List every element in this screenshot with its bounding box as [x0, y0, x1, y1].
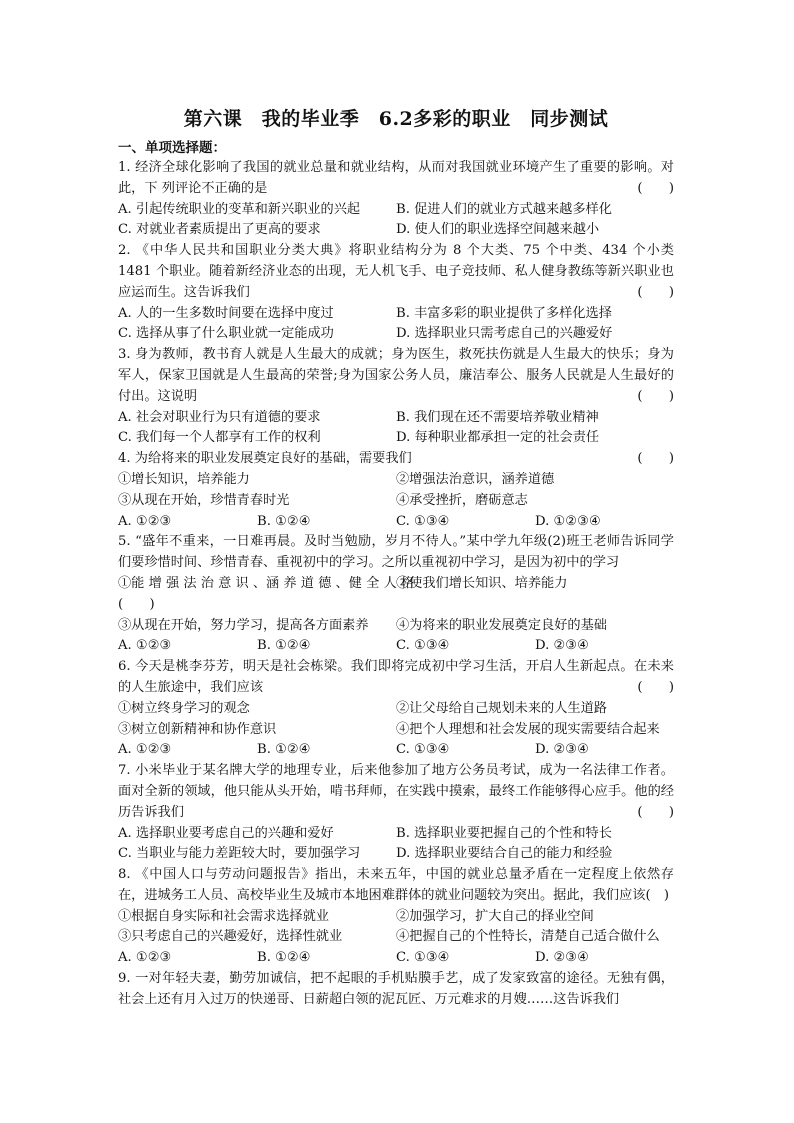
- question-stem: 6. 今天是桃李芬芳，明天是社会栋梁。我们即将完成初中学习生活，开启人生新起点。在未来的人生旅途中，我们应该 ( ): [118, 657, 674, 699]
- option-d: D. 每种职业都承担一定的社会责任: [396, 430, 600, 446]
- answer-bracket: ( ): [637, 388, 674, 404]
- option-b: B. 丰富多彩的职业提供了多样化选择: [396, 305, 612, 321]
- statement-1: ①能 增 强 法 治 意 识 、涵 养 道 德 、健 全 人 格: [118, 575, 415, 591]
- statement-3: ③从现在开始，努力学习，提高各方面素养: [118, 617, 369, 633]
- option-c: C. ①③④: [396, 950, 450, 966]
- option-d: D. 选择职业只需考虑自己的兴趣爱好: [396, 326, 613, 342]
- option-c: C. 当职业与能力差距较大时，要加强学习: [118, 846, 361, 862]
- statement-2: ②使我们增长知识、培养能力: [396, 575, 568, 591]
- answer-bracket: ( ): [637, 180, 674, 196]
- option-a: A. 引起传统职业的变革和新兴职业的兴起: [118, 201, 361, 217]
- option-a: A. 选择职业要考虑自己的兴趣和爱好: [118, 825, 334, 841]
- option-a: A. ①②③: [118, 742, 172, 758]
- question-stem: 2. 《中华人民共和国职业分类大典》将职业结构分为 8 个大类、75 个中类、434 个小类 1481 个职业。随着新经济业态的出现，无人机飞手、电子竞技师、私人健身教练等新兴职业也应运而生。这告诉我们 ( ): [118, 241, 674, 303]
- option-b: B. ①②④: [257, 950, 311, 966]
- statement-3: ③从现在开始，珍惜青春时光: [118, 492, 290, 508]
- option-d: D. ②③④: [535, 950, 589, 966]
- options-row: [118, 948, 674, 969]
- question-5: [118, 532, 674, 657]
- answer-bracket: ( ): [645, 887, 669, 903]
- question-8: [118, 865, 674, 969]
- question-2: [118, 241, 674, 345]
- statement-4: ④承受挫折，磨砺意志: [396, 492, 528, 508]
- option-b: B. ①②④: [257, 638, 311, 654]
- option-c: C. ①③④: [396, 513, 450, 529]
- question-6: [118, 657, 674, 761]
- option-a: A. 人的一生多数时间要在选择中度过: [118, 305, 334, 321]
- options-row: [118, 740, 674, 761]
- section-heading: 一、单项选择题：: [118, 140, 226, 156]
- question-stem: 3. 身为教师，教书育人就是人生最大的成就；身为医生，救死扶伤就是人生最大的快乐；身为军人，保家卫国就是人生最高的荣誉;身为国家公务人员，廉洁奉公、服务人民就是人生最好的付出。这说明 ( ): [118, 345, 674, 407]
- statement-1: ①树立终身学习的观念: [118, 700, 250, 716]
- question-4: [118, 449, 674, 532]
- answer-bracket: ( ): [637, 679, 674, 695]
- option-b: B. ①②④: [257, 742, 311, 758]
- question-7: [118, 761, 674, 865]
- options-row: [118, 512, 674, 533]
- options-row: [118, 220, 674, 241]
- option-c: C. 对就业者素质提出了更高的要求: [118, 222, 321, 238]
- answer-bracket: ( ): [637, 804, 674, 820]
- statement-1: ①根据自身实际和社会需求选择就业: [118, 908, 329, 924]
- statement-3: ③只考虑自己的兴趣爱好，选择性就业: [118, 929, 343, 945]
- option-b: B. ①②④: [257, 513, 311, 529]
- statements-row: [118, 574, 674, 595]
- statements-row: [118, 491, 674, 512]
- statement-2: ②让父母给自己规划未来的人生道路: [396, 700, 607, 716]
- answer-bracket: ( ): [118, 596, 155, 612]
- options-row: [118, 200, 674, 221]
- option-b: B. 促进人们的就业方式越来越多样化: [396, 201, 612, 217]
- options-row: [118, 408, 674, 429]
- question-9: [118, 969, 674, 1011]
- statement-3: ③树立创新精神和协作意识: [118, 721, 277, 737]
- statements-row: [118, 927, 674, 948]
- options-row: [118, 428, 674, 449]
- option-b: B. 我们现在还不需要培养敬业精神: [396, 409, 599, 425]
- question-stem: 8. 《中国人口与劳动问题报告》指出，未来五年，中国的就业总量矛盾在一定程度上依然存在，进城务工人员、高校毕业生及城市本地困难群体的就业问题较为突出。据此，我们应该( ): [118, 867, 674, 903]
- statement-4: ④为将来的职业发展奠定良好的基础: [396, 617, 607, 633]
- option-b: B. 选择职业要把握自己的个性和特长: [396, 825, 612, 841]
- question-3: [118, 345, 674, 449]
- option-a: A. ①②③: [118, 513, 172, 529]
- question-stem: 7. 小米毕业于某名牌大学的地理专业，后来他参加了地方公务员考试，成为一名法律工作者。面对全新的领域，他只能从头开始，啃书拜师，在实践中摸索，最终工作能够得心应手。他的经历告诉我们 ( ): [118, 761, 674, 823]
- statements-row: [118, 720, 674, 741]
- question-stem: 4. 为给将来的职业发展奠定良好的基础，需要我们 ( ): [118, 449, 674, 470]
- question-stem: 1. 经济全球化影响了我国的就业总量和就业结构，从而对我国就业环境产生了重要的影响。对此，下 列评论不正确的是 ( ): [118, 158, 674, 200]
- answer-bracket: ( ): [637, 451, 674, 467]
- options-row: [118, 324, 674, 345]
- option-a: A. ①②③: [118, 638, 172, 654]
- option-d: D. 选择职业要结合自己的能力和经验: [396, 846, 613, 862]
- question-1: [118, 158, 674, 241]
- statement-2: ②加强学习，扩大自己的择业空间: [396, 908, 594, 924]
- option-d: D. ②③④: [535, 742, 589, 758]
- page-title: 第六课 我的毕业季 6.2多彩的职业 同步测试: [183, 108, 609, 130]
- statements-row: [118, 699, 674, 720]
- statement-4: ④把个人理想和社会发展的现实需要结合起来: [396, 721, 660, 737]
- statement-2: ②增强法治意识，涵养道德: [396, 471, 555, 487]
- options-row: [118, 636, 674, 657]
- option-d: D. 使人们的职业选择空间越来越小: [396, 222, 600, 238]
- option-d: D. ①②③④: [535, 513, 601, 529]
- statements-row: [118, 907, 674, 928]
- document-page: [118, 106, 674, 1011]
- option-a: A. ①②③: [118, 950, 172, 966]
- option-d: D. ②③④: [535, 638, 589, 654]
- statements-row: [118, 616, 674, 637]
- option-c: C. 我们每一个人都享有工作的权利: [118, 430, 321, 446]
- statement-1: ①增长知识，培养能力: [118, 471, 250, 487]
- options-row: [118, 304, 674, 325]
- option-c: C. ①③④: [396, 638, 450, 654]
- statement-4: ④把握自己的个性特长，清楚自己适合做什么: [396, 929, 660, 945]
- question-stem: 5. “盛年不重来，一日难再晨。及时当勉励，岁月不待人。”某中学九年级(2)班王老师告诉同学们要珍惜时间、珍惜青春、重视初中的学习。之所以重视初中学习，是因为初中的学习: [118, 534, 674, 571]
- option-c: C. 选择从事了什么职业就一定能成功: [118, 326, 334, 342]
- option-c: C. ①③④: [396, 742, 450, 758]
- option-a: A. 社会对职业行为只有道德的要求: [118, 409, 321, 425]
- question-stem: 9. 一对年轻夫妻，勤劳加诚信，把不起眼的手机贴膜手艺，成了发家致富的途径。无独有偶，社会上还有月入过万的快递哥、日薪超白领的泥瓦匠、万元难求的月嫂……这告诉我们: [118, 971, 674, 1007]
- answer-bracket: ( ): [637, 284, 674, 300]
- statements-row: [118, 470, 674, 491]
- options-row: [118, 824, 674, 845]
- options-row: [118, 844, 674, 865]
